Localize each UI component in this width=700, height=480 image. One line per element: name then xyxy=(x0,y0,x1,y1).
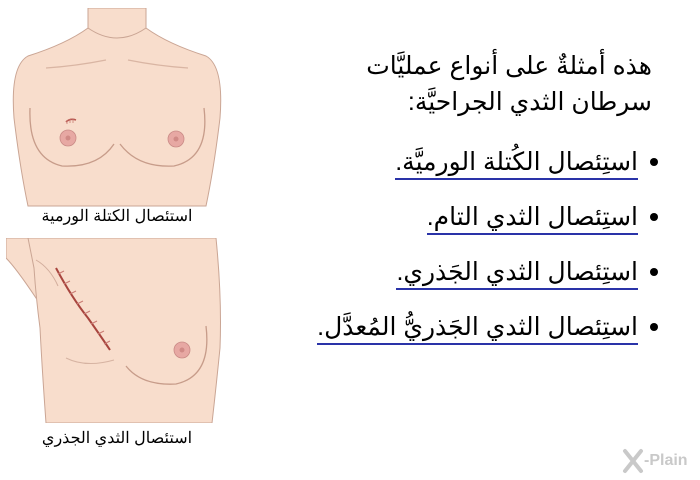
intro-line-2: سرطان الثدي الجراحيَّة: xyxy=(407,88,652,116)
lumpectomy-caption: استئصال الكتلة الورمية xyxy=(41,208,193,225)
bullet-icon xyxy=(650,158,658,166)
lumpectomy-link[interactable]: استِئصال الكُتلة الورميَّة. xyxy=(395,146,638,180)
total-mastectomy-link[interactable]: استِئصال الثدي التام. xyxy=(427,201,638,235)
radical-mastectomy-illustration xyxy=(6,238,228,423)
modified-radical-mastectomy-link[interactable]: استِئصال الثدي الجَذريُّ المُعدَّل. xyxy=(317,311,638,345)
x-logo-icon xyxy=(622,448,644,474)
list-item xyxy=(236,201,656,256)
xplain-logo xyxy=(622,448,698,474)
bullet-icon xyxy=(650,323,658,331)
radical-mastectomy-figure xyxy=(6,238,228,466)
radical-mastectomy-link[interactable]: استِئصال الثدي الجَذري. xyxy=(396,256,638,290)
list-item xyxy=(236,256,656,311)
surgery-types-list xyxy=(236,146,656,366)
bullet-icon xyxy=(650,268,658,276)
intro-line-1: هذه أمثلةٌ على أنواع عمليَّات xyxy=(366,52,652,80)
lumpectomy-figure xyxy=(6,8,228,233)
bullet-icon xyxy=(650,213,658,221)
intro-text xyxy=(252,48,652,120)
logo-text: -Plain xyxy=(644,452,688,469)
list-item xyxy=(236,146,656,201)
list-item xyxy=(236,311,656,366)
lumpectomy-illustration xyxy=(6,8,228,208)
radical-mastectomy-caption: استئصال الثدي الجذري xyxy=(41,430,193,447)
